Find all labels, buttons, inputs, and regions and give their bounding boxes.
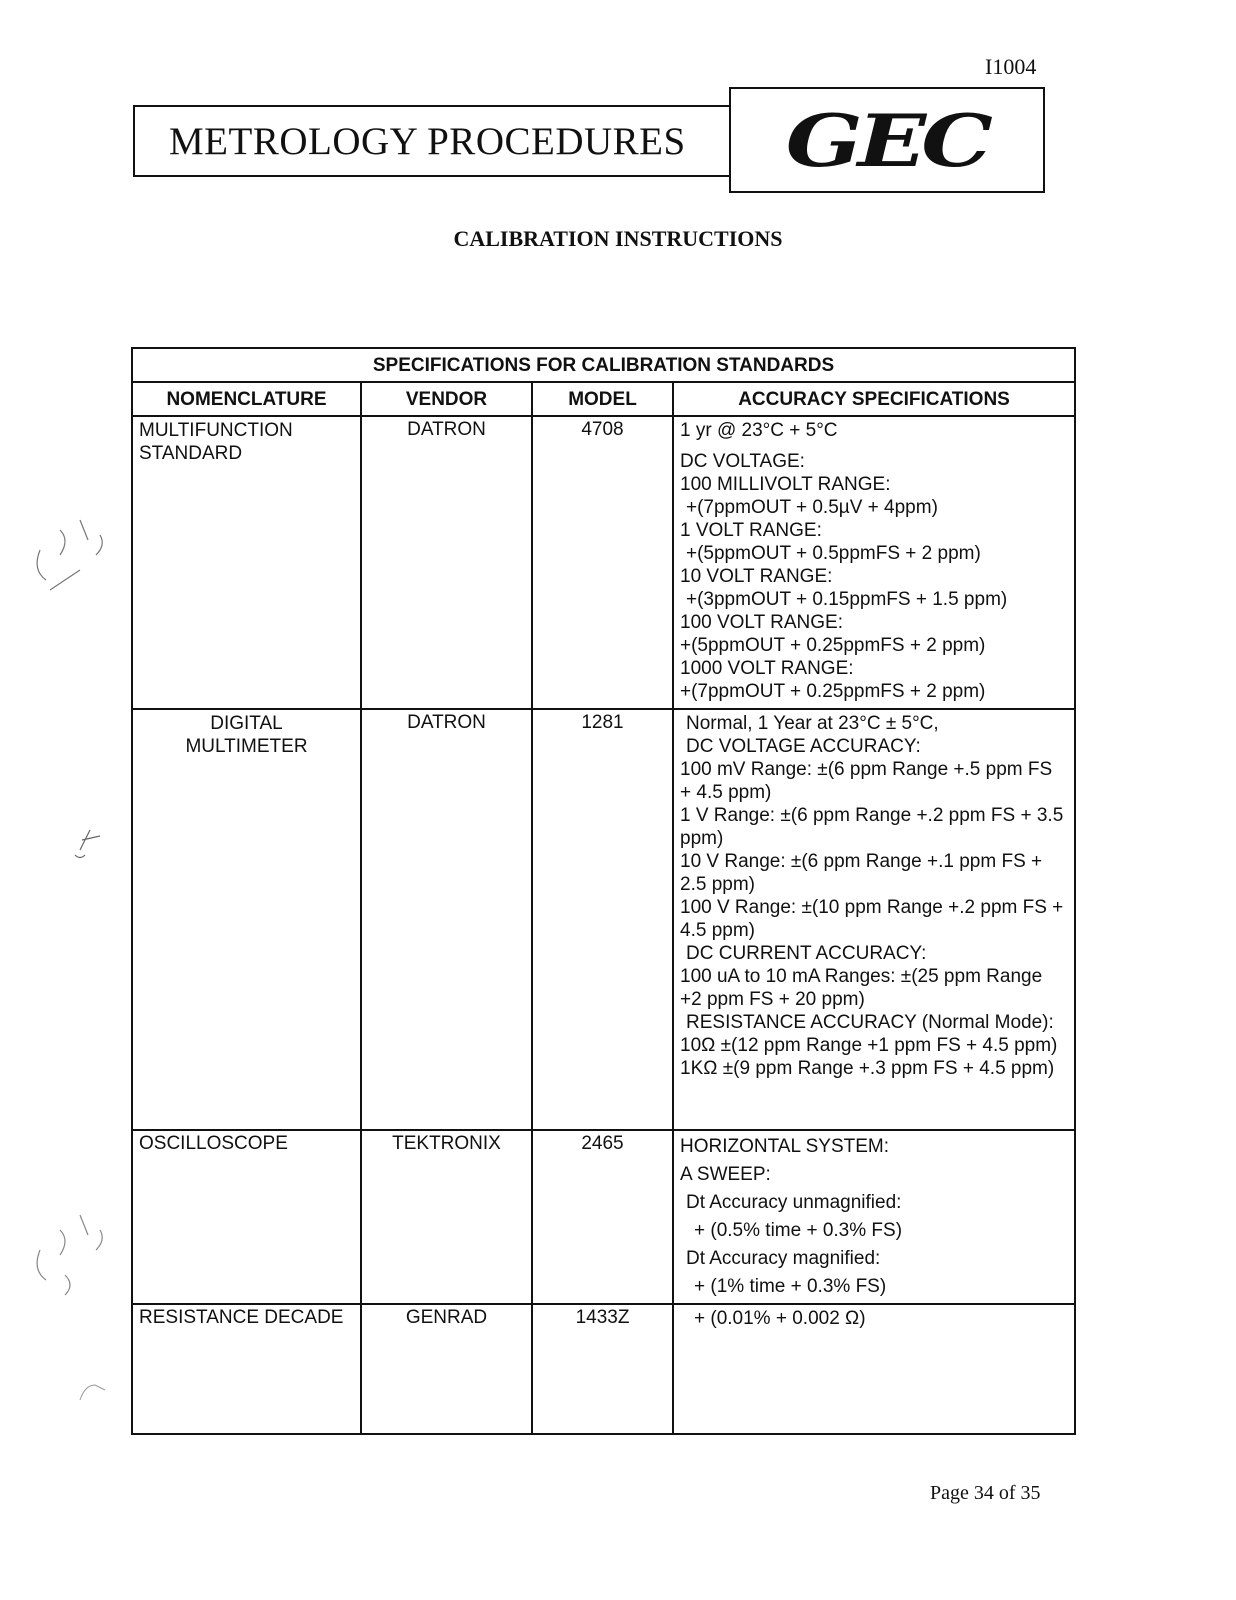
table-header-row — [132, 382, 1075, 416]
header-title: METROLOGY PROCEDURES — [133, 105, 731, 177]
spec-line: 100 uA to 10 mA Ranges: ±(25 ppm Range +2 ppm FS + 20 ppm) — [680, 966, 1043, 1010]
table-row — [132, 416, 1075, 709]
nomenclature-cell: RESISTANCE DECADE — [132, 1304, 361, 1434]
accuracy-cell — [673, 1130, 1075, 1304]
accuracy-cell — [673, 709, 1075, 1130]
spec-line: Normal, 1 Year at 23°C ± 5°C, — [686, 713, 939, 734]
spec-line: +(7ppmOUT + 0.5µV + 4ppm) — [686, 497, 938, 518]
spec-line: RESISTANCE ACCURACY (Normal Mode): — [686, 1012, 1054, 1033]
spec-line: A SWEEP: — [680, 1164, 771, 1185]
spec-line: +(7ppmOUT + 0.25ppmFS + 2 ppm) — [680, 681, 986, 702]
spec-line: DC VOLTAGE: — [680, 451, 805, 472]
vendor-cell: DATRON — [361, 709, 532, 1130]
specifications-table — [131, 347, 1076, 1435]
vendor-cell: GENRAD — [361, 1304, 532, 1434]
accuracy-cell — [673, 416, 1075, 709]
spec-line: +(5ppmOUT + 0.5ppmFS + 2 ppm) — [686, 543, 981, 564]
spec-line: 1 yr @ 23°C + 5°C — [680, 420, 838, 441]
nomenclature-cell — [132, 709, 361, 1130]
spec-line: 1 VOLT RANGE: — [680, 520, 822, 541]
accuracy-cell — [673, 1304, 1075, 1434]
table-caption: SPECIFICATIONS FOR CALIBRATION STANDARDS — [132, 348, 1075, 382]
spec-line: Dt Accuracy unmagnified: — [686, 1192, 902, 1213]
spec-line: 1000 VOLT RANGE: — [680, 658, 854, 679]
section-title: CALIBRATION INSTRUCTIONS — [453, 226, 783, 251]
spec-line: DC CURRENT ACCURACY: — [686, 943, 927, 964]
spec-line: 1KΩ ±(9 ppm Range +.3 ppm FS + 4.5 ppm) — [680, 1058, 1055, 1079]
spec-line: + (0.5% time + 0.3% FS) — [694, 1220, 903, 1241]
spec-line: +(3ppmOUT + 0.15ppmFS + 1.5 ppm) — [686, 589, 1008, 610]
spec-line: 10 VOLT RANGE: — [680, 566, 833, 587]
company-logo — [729, 87, 1045, 193]
page-number: Page 34 of 35 — [930, 1482, 1041, 1504]
nomenclature-line: DIGITAL — [210, 713, 283, 734]
page-header — [133, 87, 1045, 193]
spec-line: +(5ppmOUT + 0.25ppmFS + 2 ppm) — [680, 635, 986, 656]
table-row — [132, 709, 1075, 1130]
model-cell: 4708 — [532, 416, 673, 709]
table-row — [132, 1304, 1075, 1434]
column-header-vendor: VENDOR — [361, 382, 532, 416]
vendor-cell: TEKTRONIX — [361, 1130, 532, 1304]
handwritten-mark — [20, 490, 140, 610]
spec-line: DC VOLTAGE ACCURACY: — [686, 736, 921, 757]
spec-line: 10 V Range: ±(6 ppm Range +.1 ppm FS + 2.5 ppm) — [680, 851, 1043, 895]
model-cell: 2465 — [532, 1130, 673, 1304]
spec-line: + (1% time + 0.3% FS) — [694, 1276, 887, 1297]
spec-line: + (0.01% + 0.002 Ω) — [694, 1308, 866, 1329]
spec-line: Dt Accuracy magnified: — [686, 1248, 881, 1269]
document-id: I1004 — [985, 54, 1037, 79]
column-header-model: MODEL — [532, 382, 673, 416]
model-cell: 1281 — [532, 709, 673, 1130]
nomenclature-line: STANDARD — [139, 443, 243, 464]
vendor-cell: DATRON — [361, 416, 532, 709]
handwritten-mark — [60, 820, 120, 870]
model-cell: 1433Z — [532, 1304, 673, 1434]
nomenclature-cell: OSCILLOSCOPE — [132, 1130, 361, 1304]
column-header-accuracy: ACCURACY SPECIFICATIONS — [673, 382, 1075, 416]
spec-line: 1 V Range: ±(6 ppm Range +.2 ppm FS + 3.5 ppm) — [680, 805, 1064, 849]
spec-line: 100 MILLIVOLT RANGE: — [680, 474, 891, 495]
spec-line: 10Ω ±(12 ppm Range +1 ppm FS + 4.5 ppm) — [680, 1035, 1058, 1056]
spec-line: HORIZONTAL SYSTEM: — [680, 1136, 890, 1157]
handwritten-mark — [20, 1190, 140, 1300]
column-header-nomenclature: NOMENCLATURE — [132, 382, 361, 416]
nomenclature-line: MULTIFUNCTION — [139, 420, 293, 441]
nomenclature-line: MULTIMETER — [185, 736, 308, 757]
spec-line: 100 mV Range: ±(6 ppm Range +.5 ppm FS + 4.5 ppm) — [680, 759, 1053, 803]
logo-text: GEC — [785, 97, 989, 183]
nomenclature-cell — [132, 416, 361, 709]
spec-line: 100 V Range: ±(10 ppm Range +.2 ppm FS + 4.5 ppm) — [680, 897, 1064, 941]
table-row — [132, 1130, 1075, 1304]
spec-line: 100 VOLT RANGE: — [680, 612, 843, 633]
handwritten-mark — [70, 1370, 120, 1410]
